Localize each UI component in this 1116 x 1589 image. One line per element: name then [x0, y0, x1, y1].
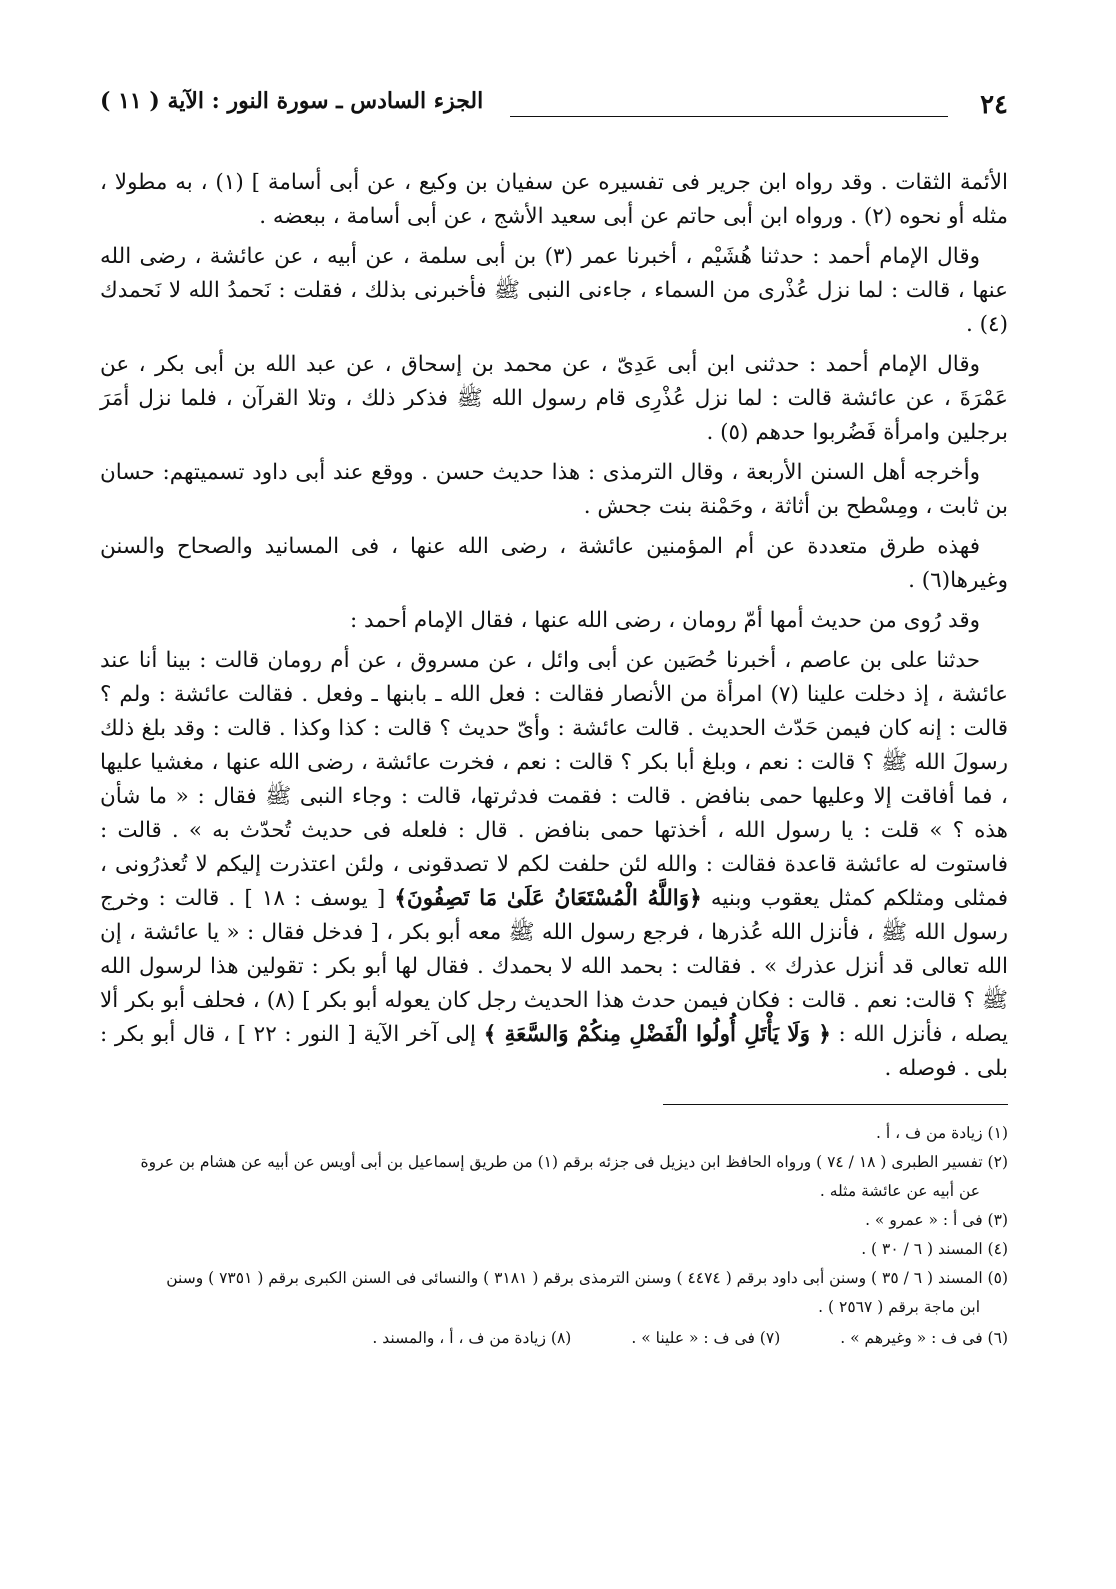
- footnote: (٥) المسند ( ٦ / ٣٥ ) وسنن أبى داود برقم ( ٤٤٧٤ ) وسنن الترمذى برقم ( ٣١٨١ ) والنسائى فى السنن الكبرى برقم ( ٧٣٥١ ) وسنن: [166, 1269, 1008, 1287]
- paragraph: [100, 644, 1008, 1086]
- footnote-continuation: عن أبيه عن عائشة مثله .: [819, 1182, 980, 1200]
- footnote-continuation: ابن ماجة برقم ( ٢٥٦٧ ) .: [818, 1298, 980, 1316]
- paragraph: وقد رُوى من حديث أمها أمّ رومان ، رضى الله عنها ، فقال الإمام أحمد :: [349, 608, 980, 633]
- page-number: ٢٤: [980, 90, 1008, 120]
- paragraph: وأخرجه أهل السنن الأربعة ، وقال الترمذى : هذا حديث حسن . ووقع عند أبى داود تسميتهم: حسان بن ثابت ، ومِسْطح بن أثاثة ، وحَمْنة بنت جحش .: [100, 460, 1008, 519]
- header-rule: [510, 116, 948, 117]
- paragraph: الأئمة الثقات . وقد رواه ابن جرير فى تفسيره عن سفيان بن وكيع ، عن أبى أسامة ] (١) ، به مطولا ، مثله أو نحوه (٢) . ورواه ابن أبى حاتم عن أبى سعيد الأشج ، عن أبى أسامة ، ببعضه .: [100, 170, 1008, 229]
- main-text: [100, 166, 1008, 1086]
- footnote: (٧) فى ف : « علينا » .: [631, 1329, 781, 1347]
- paragraph: فهذه طرق متعددة عن أم المؤمنين عائشة ، رضى الله عنها ، فى المسانيد والصحاح والسنن وغيرها(٦) .: [100, 534, 1008, 593]
- footnote: (٢) تفسير الطبرى ( ١٨ / ٧٤ ) ورواه الحافظ ابن ديزيل فى جزئه برقم (١) من طريق إسماعيل بن أبى أويس عن أبيه عن هشام بن عروة: [140, 1153, 1008, 1171]
- paragraph-text: إلى آخر الآية [ النور : ٢٢ ] ، قال أبو بكر : بلى . فوصله .: [100, 1022, 1008, 1081]
- footnote: (٤) المسند ( ٦ / ٣٠ ) .: [861, 1240, 1008, 1258]
- footnote-row: [100, 1326, 1008, 1351]
- running-title: الجزء السادس ـ سورة النور : الآية ( ١١ ): [100, 88, 484, 114]
- paragraph: وقال الإمام أحمد : حدثنى ابن أبى عَدِىّ ، عن محمد بن إسحاق ، عن عبد الله بن أبى بكر ، عن عَمْرَةَ ، عن عائشة قالت : لما نزل عُذْرِى قام رسول الله ﷺ فذكر ذلك ، وتلا القرآن ، فلما نزل أمَرَ برجلين وامرأة فَضُربوا حدهم (٥) .: [100, 352, 1008, 445]
- footnote-separator: [663, 1104, 1008, 1105]
- footnote: (٣) فى أ : « عمرو » .: [865, 1211, 1008, 1229]
- paragraph-text: [ يوسف : ١٨ ] . قالت : وخرج رسول الله ﷺ ، فأنزل الله عُذرها ، فرجع رسول الله ﷺ معه أبو بكر ، [ فدخل فقال : « يا عائشة ، إن الله تعالى قد أنزل عذرك » . فقالت : بحمد الله لا بحمدك . فقال لها أبو بكر : تقولين هذا لرسول الله ﷺ ؟ قالت: نعم . قالت : فكان فيمن حدث هذا الحديث رجل كان يعوله أبو بكر ] (٨) ، فحلف أبو بكر ألا يصله ، فأنزل الله :: [100, 886, 1008, 1047]
- paragraph: وقال الإمام أحمد : حدثنا هُشَيْم ، أخبرنا عمر (٣) بن أبى سلمة ، عن أبيه ، عن عائشة ، رضى الله عنها ، قالت : لما نزل عُذْرى من السماء ، جاءنى النبى ﷺ فأخبرنى بذلك ، فقلت : نَحمدُ الله لا نَحمدك (٤) .: [100, 244, 1008, 337]
- footnote: (٨) زيادة من ف ، أ ، والمسند .: [372, 1329, 572, 1347]
- document-page: [100, 84, 1008, 1351]
- quran-verse: ﴿ وَلَا يَأْتَلِ أُولُوا الْفَضْلِ مِنكُمْ وَالسَّعَةِ ﴾: [483, 1022, 831, 1047]
- footnote: (١) زيادة من ف ، أ .: [876, 1124, 1008, 1142]
- page-header: [100, 84, 1008, 126]
- footnote: (٦) فى ف : « وغيرهم » .: [840, 1329, 1008, 1347]
- footnotes: [100, 1121, 1008, 1351]
- quran-verse: ﴿وَاللَّهُ الْمُسْتَعَانُ عَلَىٰ مَا تَصِفُونَ﴾: [394, 886, 702, 911]
- paragraph-text: حدثنا على بن عاصم ، أخبرنا حُصَين عن أبى وائل ، عن مسروق ، عن أم رومان قالت : بينا أنا عند عائشة ، إذ دخلت علينا (٧) امرأة من الأنصار فقالت : فعل الله ـ بابنها ـ وفعل . فقالت عائشة : ولم ؟ قالت : إنه كان فيمن حَدّث الحديث . قالت عائشة : وأىّ حديث ؟ قالت : كذا وكذا . قالت : وقد بلغ ذلك رسولَ الله ﷺ ؟ قالت : نعم ، وبلغ أبا بكر ؟ قالت : نعم ، فخرت عائشة ، رضى الله عنها ، مغشيا عليها ، فما أفاقت إلا وعليها حمى بنافض . قالت : فقمت فدثرتها، قالت : وجاء النبى ﷺ فقال : « ما شأن هذه ؟ » قلت : يا رسول الله ، أخذتها حمى بنافض . قال : فلعله فى حديث تُحدّث به » . قالت : فاستوت له عائشة قاعدة فقالت : والله لئن حلفت لكم لا تصدقونى ، ولئن اعتذرت إليكم لا تُعذرُونى ، فمثلى ومثلكم كمثل يعقوب وبنيه: [100, 648, 1008, 911]
